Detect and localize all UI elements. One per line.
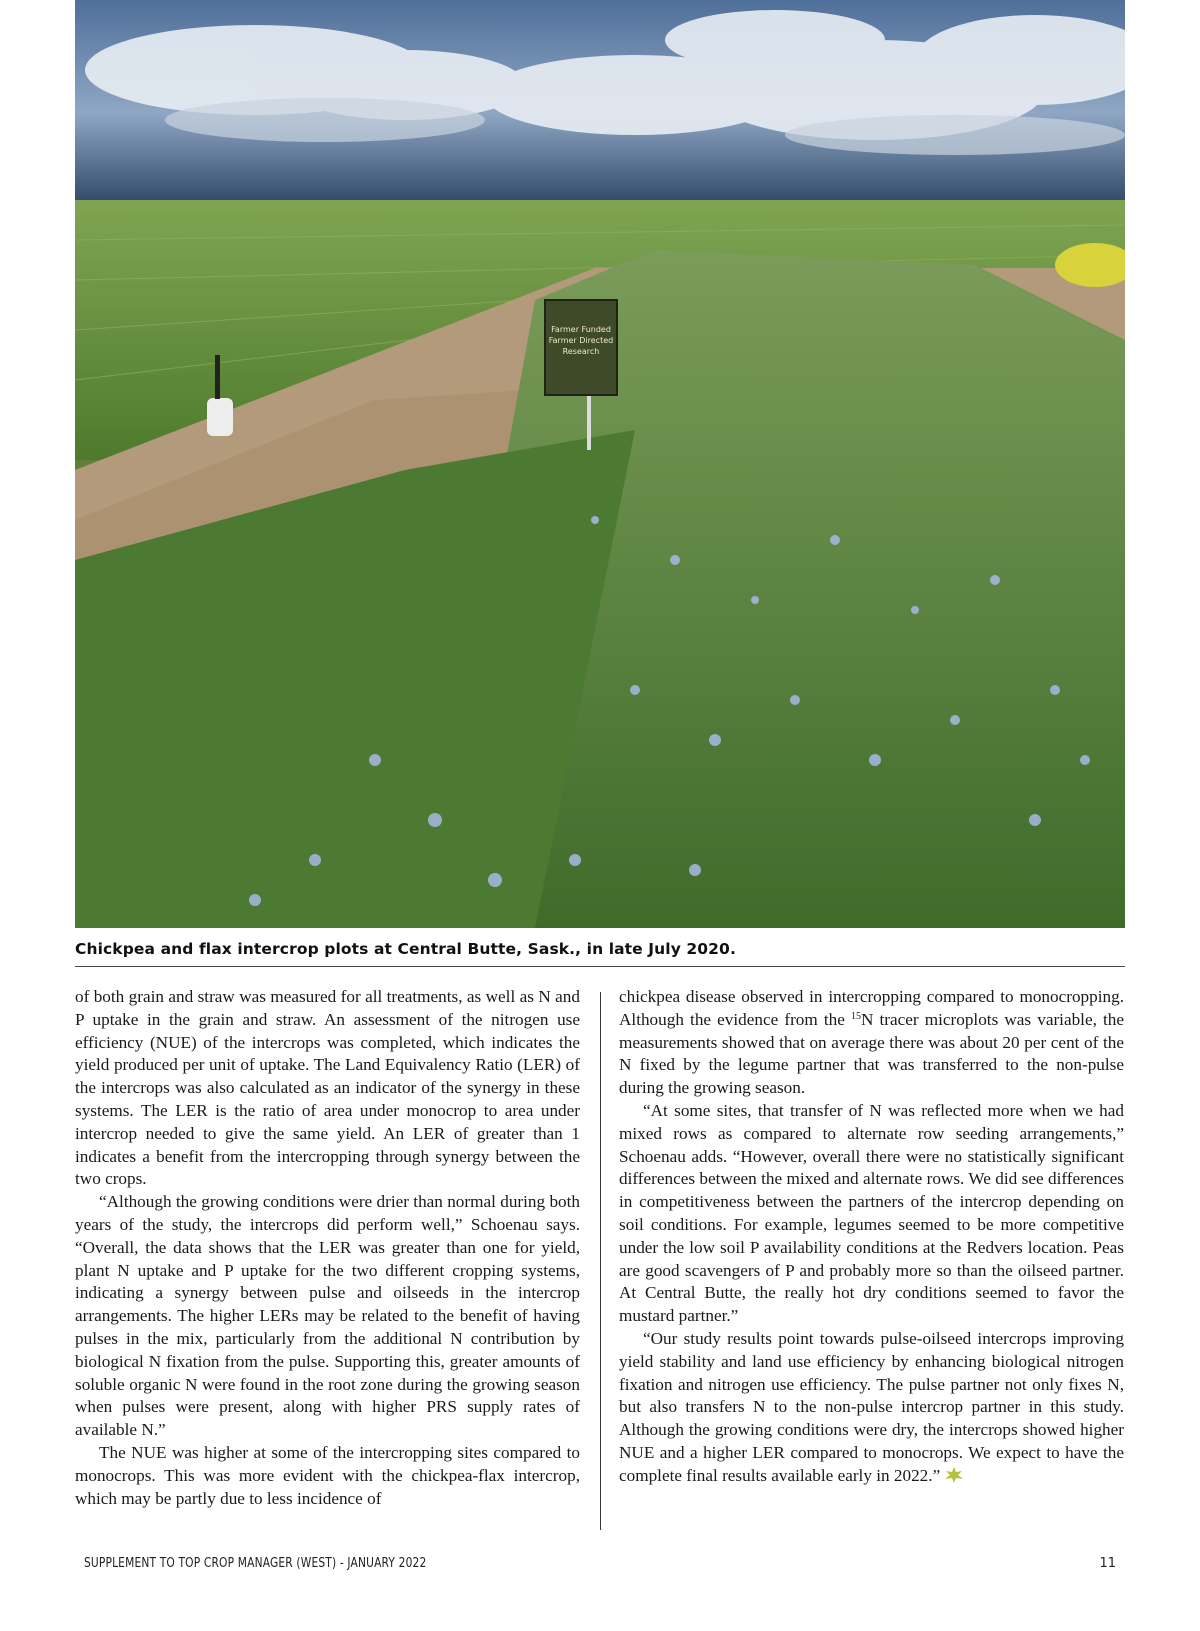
field-photo-illustration bbox=[75, 0, 1125, 928]
right-paragraph-2: “At some sites, that transfer of N was reflected more when we had mixed rows as compared to alternate row seeding arrangements,” Schoenau adds. “However, overall there were no statistically significant differences between the mixed and alternate rows. We did see differences in competitiveness between the partners of the intercrop depending on soil conditions. For example, legumes seemed to be more competitive under the low soil P availability conditions at the Redvers location. Peas are good scavengers of P and probably more so than the oilseed partner. At Central Butte, the really hot dry conditions seemed to favor the mustard partner.” bbox=[619, 1100, 1124, 1326]
sign-line-1: Farmer Funded bbox=[551, 325, 611, 334]
caption-divider bbox=[75, 966, 1125, 967]
left-paragraph-1: of both grain and straw was measured for all treatments, as well as N and P uptake in the grain and straw. An assessment of the nitrogen use efficiency (NUE) of the intercrops was completed, which indicates the yield produced per unit of uptake. The Land Equivalency Ratio (LER) of the intercrops was also calculated as an indicator of the synergy in these systems. The LER is the ratio of area under monocrop to area under intercrop needed to give the same yield. An LER of greater than 1 indicates a benefit from the intercropping through synergy between the two crops. bbox=[75, 987, 580, 1189]
right-paragraph-3 bbox=[619, 1328, 1124, 1488]
article-column-left bbox=[75, 986, 580, 1510]
article-column-right bbox=[619, 986, 1124, 1488]
publication-footer: SUPPLEMENT TO TOP CROP MANAGER (WEST) - JANUARY 2022 bbox=[84, 1556, 427, 1571]
right-paragraph-1-part-b: N tracer microplots was variable, the measurements showed that on average there was about 20 per cent of the N fixed by the legume partner that was transferred to the non-pulse during the growing season. bbox=[619, 1009, 1124, 1098]
page-number: 11 bbox=[1099, 1556, 1116, 1571]
sign-line-2: Farmer Directed bbox=[548, 336, 614, 345]
left-paragraph-2: “Although the growing conditions were drier than normal during both years of the study, the intercrops did perform well,” Schoenau says. “Overall, the data shows that the LER was greater than one for yield, plant N uptake and P uptake for the two different cropping systems, indicating a synergy between pulse and oilseeds in the intercrop arrangements. The higher LERs may be related to the benefit of having pulses in the mix, particularly from the additional N contribution by biological N fixation from the pulse. Supporting this, greater amounts of soluble organic N were found in the root zone during the growing season when pulses were present, along with higher PRS supply rates of available N.” bbox=[75, 1192, 580, 1440]
photo-caption: Chickpea and flax intercrop plots at Central Butte, Sask., in late July 2020. bbox=[75, 940, 736, 958]
leaf-end-mark-icon bbox=[944, 1466, 964, 1484]
page-footer bbox=[84, 1556, 1116, 1576]
field-photo bbox=[75, 0, 1125, 928]
right-paragraph-3-text: “Our study results point towards pulse-oilseed intercrops improving yield stability and land use efficiency by enhancing biological nitrogen fixation and nitrogen use efficiency. The pulse partner not only fixes N, but also transfers N to the non-pulse intercrop partner in this study. Although the growing conditions were dry, the intercrops showed higher NUE and a higher LER compared to monocrops. We expect to have the complete final results available early in 2022.” bbox=[619, 1328, 1124, 1485]
sign-line-3: Research bbox=[562, 347, 600, 356]
left-paragraph-3: The NUE was higher at some of the intercropping sites compared to monocrops. This was more evident with the chickpea-flax intercrop, which may be partly due to less incidence of bbox=[75, 1442, 580, 1508]
sprayer bbox=[207, 398, 233, 436]
isotope-superscript: 15 bbox=[851, 1010, 861, 1022]
column-divider bbox=[600, 992, 601, 1530]
right-paragraph-1-part-a: chickpea disease observed in intercropping compared to monocropping. Although the evidence from the bbox=[619, 987, 1124, 1029]
right-paragraph-1 bbox=[619, 986, 1124, 1100]
